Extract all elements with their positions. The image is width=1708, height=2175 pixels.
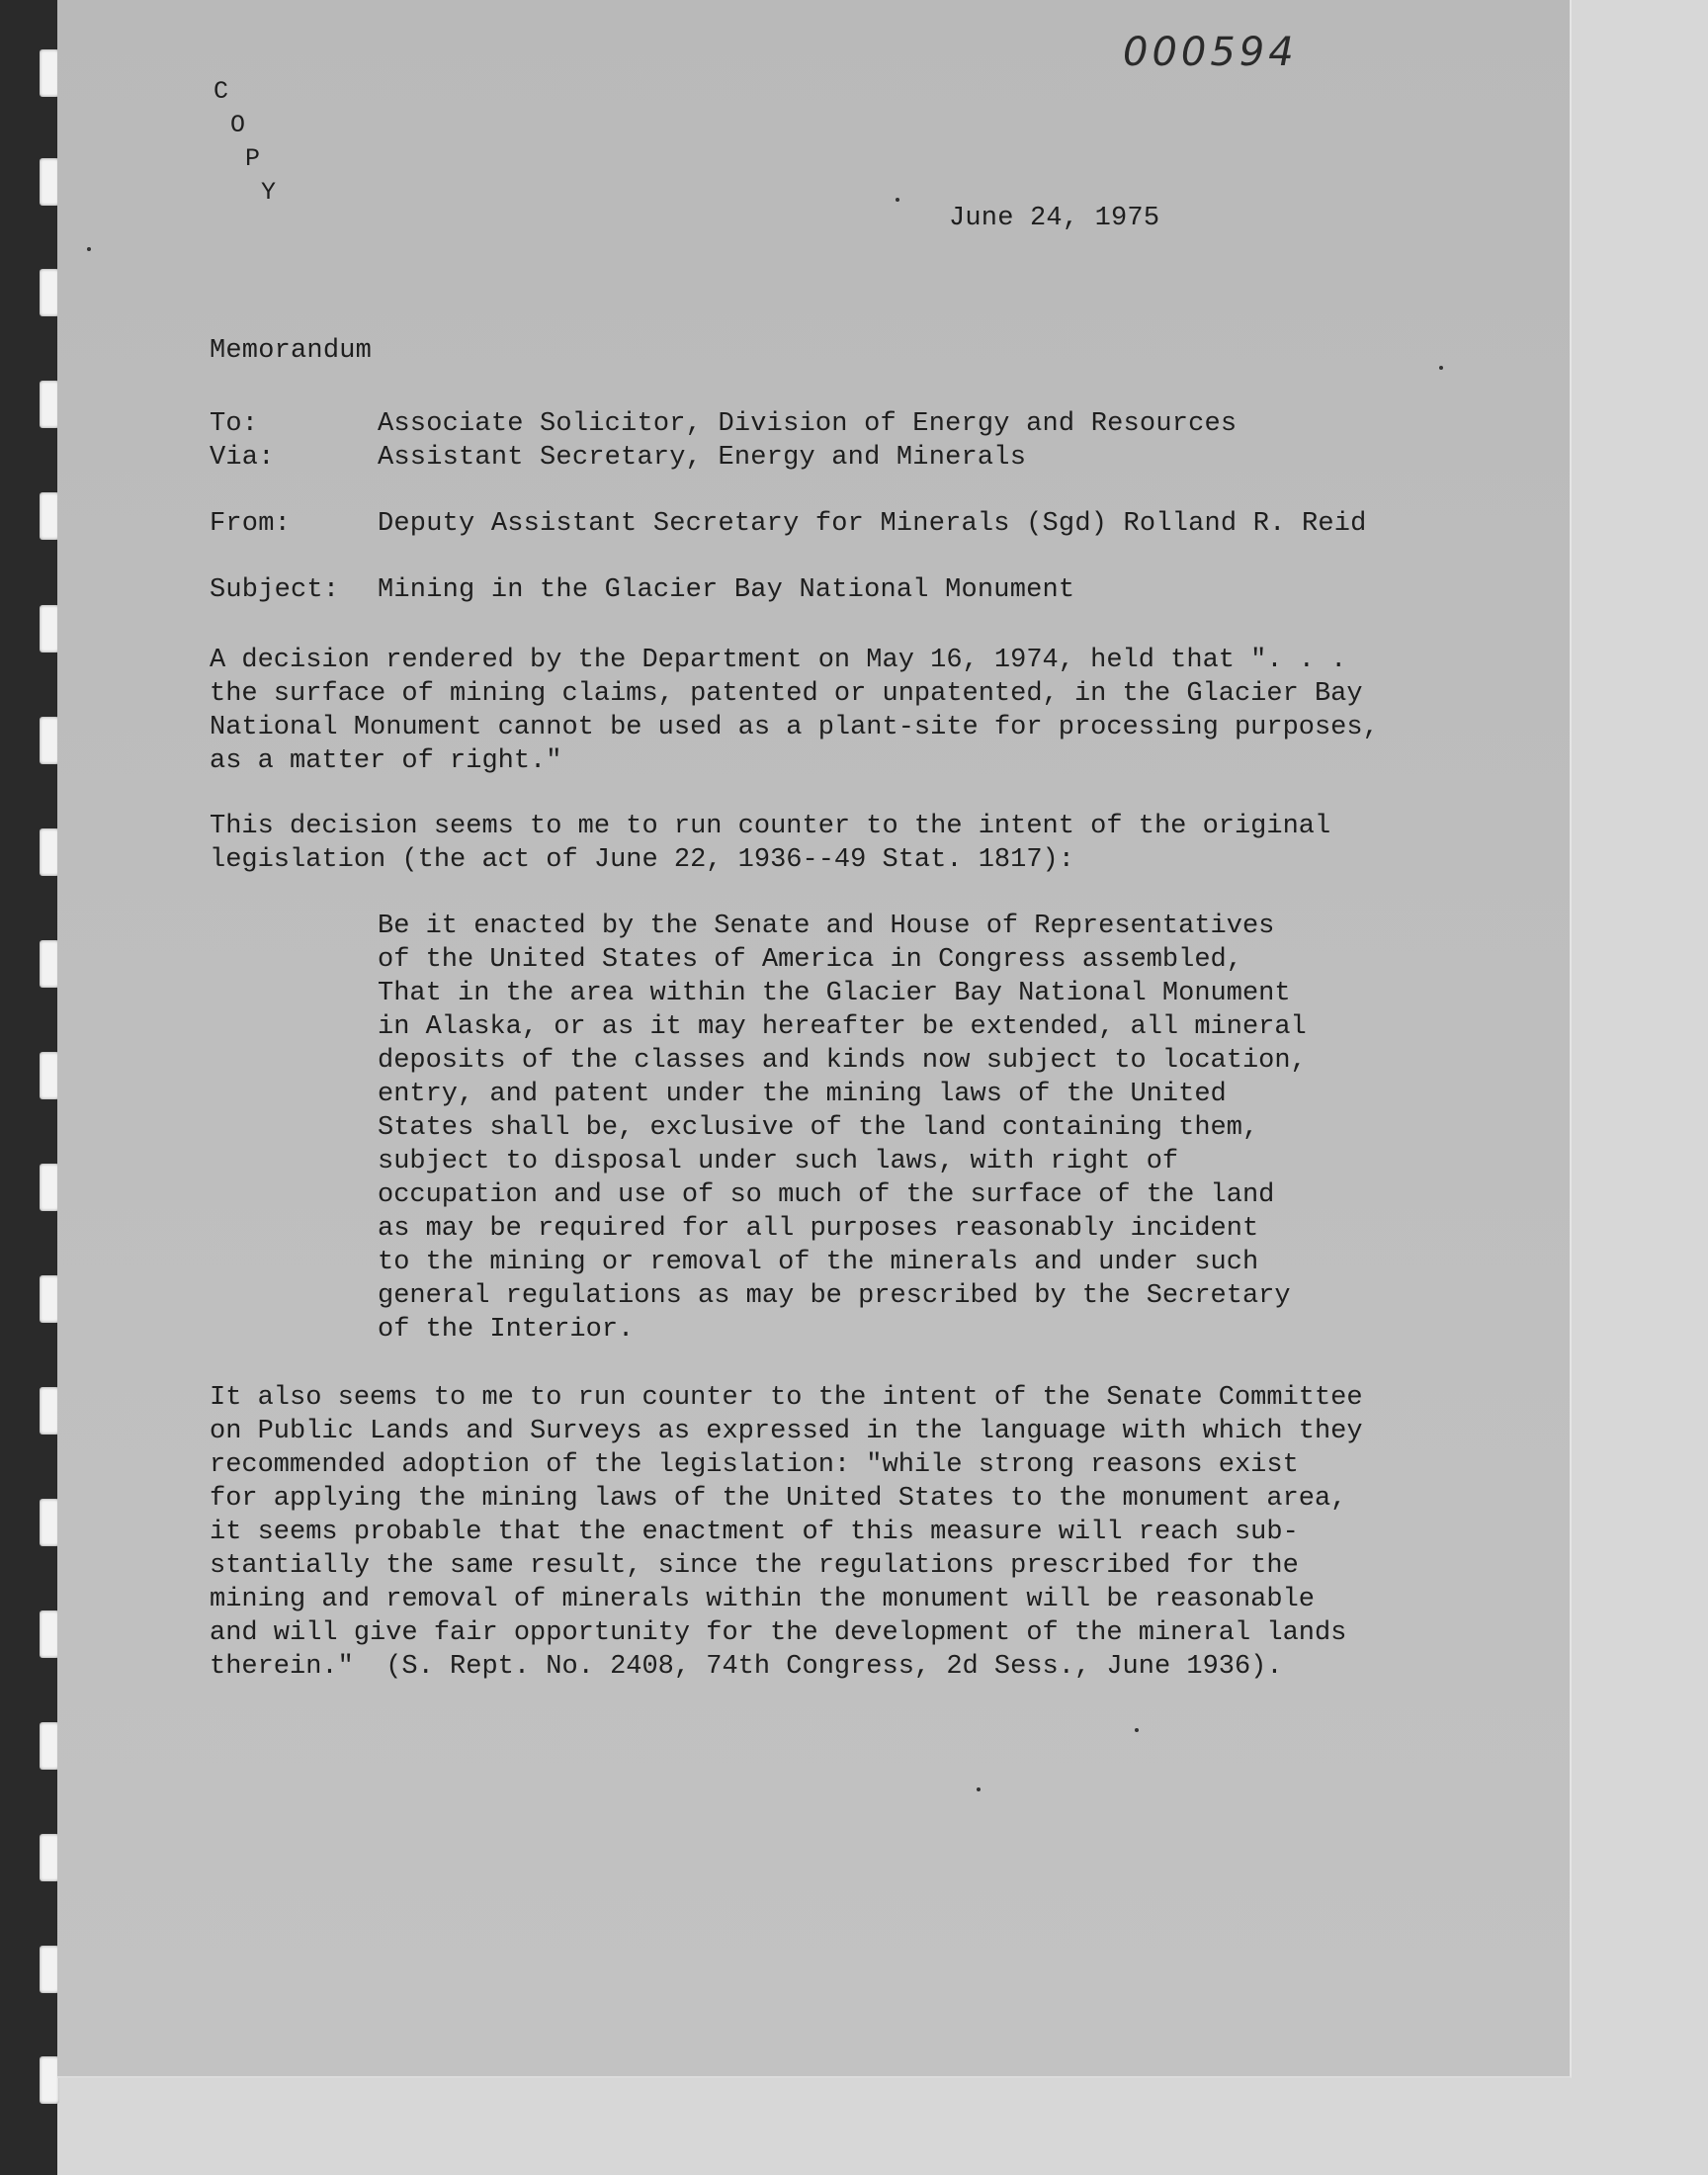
binding-hole	[40, 1387, 59, 1435]
via-value: Assistant Secretary, Energy and Minerals	[378, 443, 1027, 473]
subject-value: Mining in the Glacier Bay National Monument	[378, 575, 1075, 605]
paper-speck	[1439, 366, 1443, 370]
document-number-stamp: 000594	[1123, 30, 1298, 75]
binding-hole	[40, 1722, 59, 1770]
binding-hole	[40, 1164, 59, 1211]
binding-hole	[40, 2056, 59, 2104]
paper-speck	[896, 198, 899, 202]
subject-label: Subject:	[210, 575, 340, 605]
binding-hole	[40, 940, 59, 988]
binding-hole	[40, 1946, 59, 1993]
body-paragraph-1: A decision rendered by the Department on May 16, 1974, held that ". . . the surface of mining claims, patented or unpatented, in the Glacier Bay National Monument cannot be used as a plant-site for processing purposes, as a matter of right."	[210, 646, 1379, 776]
binding-hole	[40, 269, 59, 316]
binding-hole	[40, 828, 59, 876]
binding-hole	[40, 1610, 59, 1658]
binding-hole	[40, 717, 59, 764]
memo-date: June 24, 1975	[949, 204, 1160, 233]
binding-hole	[40, 605, 59, 652]
binding-hole	[40, 49, 59, 97]
copy-mark-letter: P	[245, 144, 261, 173]
binding-hole	[40, 158, 59, 206]
from-value: Deputy Assistant Secretary for Minerals (Sgd) Rolland R. Reid	[378, 509, 1367, 539]
binding-hole	[40, 1275, 59, 1323]
body-paragraph-2: This decision seems to me to run counter to the intent of the original legislation (the act of June 22, 1936--49 Stat. 1817):	[210, 812, 1331, 875]
legislation-quote: Be it enacted by the Senate and House of Representatives of the United States of America in Congress assembled, That in the area within the Glacier Bay National Monument in Alaska, or as it may hereafter be extended, all mineral deposits of the classes and kinds now subject to location, entry, and patent under the mining laws of the United States shall be, exclusive of the land containing them, subject to disposal under such laws, with right of occupation and use of so much of the surface of the land as may be required for all purposes reasonably incident to the mining or removal of the minerals and under such general regulations as may be prescribed by the Secretary of the Interior.	[378, 912, 1307, 1345]
memo-heading: Memorandum	[210, 336, 373, 366]
body-paragraph-3: It also seems to me to run counter to the intent of the Senate Committee on Public Lands and Surveys as expressed in the language with which they recommended adoption of the legislation: "while strong reasons exist for applying the mining laws of the United States to the monument area, it seems probable that the enactment of this measure will reach sub- stantially the same result, since the regulations prescribed for the mining and removal of minerals within the monument will be reasonable and will give fair opportunity for the development of the mineral lands therein." (S. Rept. No. 2408, 74th Congress, 2d Sess., June 1936).	[210, 1383, 1363, 1682]
paper-speck	[977, 1787, 981, 1791]
copy-mark-letter: O	[230, 111, 246, 139]
copy-mark-letter: C	[214, 77, 229, 106]
via-label: Via:	[210, 443, 275, 473]
binding-hole	[40, 1834, 59, 1881]
binding-hole	[40, 1499, 59, 1546]
binding-hole	[40, 381, 59, 428]
paper-speck	[87, 247, 91, 251]
paper-speck	[1135, 1728, 1139, 1732]
from-label: From:	[210, 509, 292, 539]
spiral-binding	[0, 0, 57, 2175]
binding-hole	[40, 1052, 59, 1099]
copy-mark-letter: Y	[261, 178, 277, 207]
binding-hole	[40, 492, 59, 540]
to-label: To:	[210, 409, 259, 439]
to-value: Associate Solicitor, Division of Energy and Resources	[378, 409, 1238, 439]
